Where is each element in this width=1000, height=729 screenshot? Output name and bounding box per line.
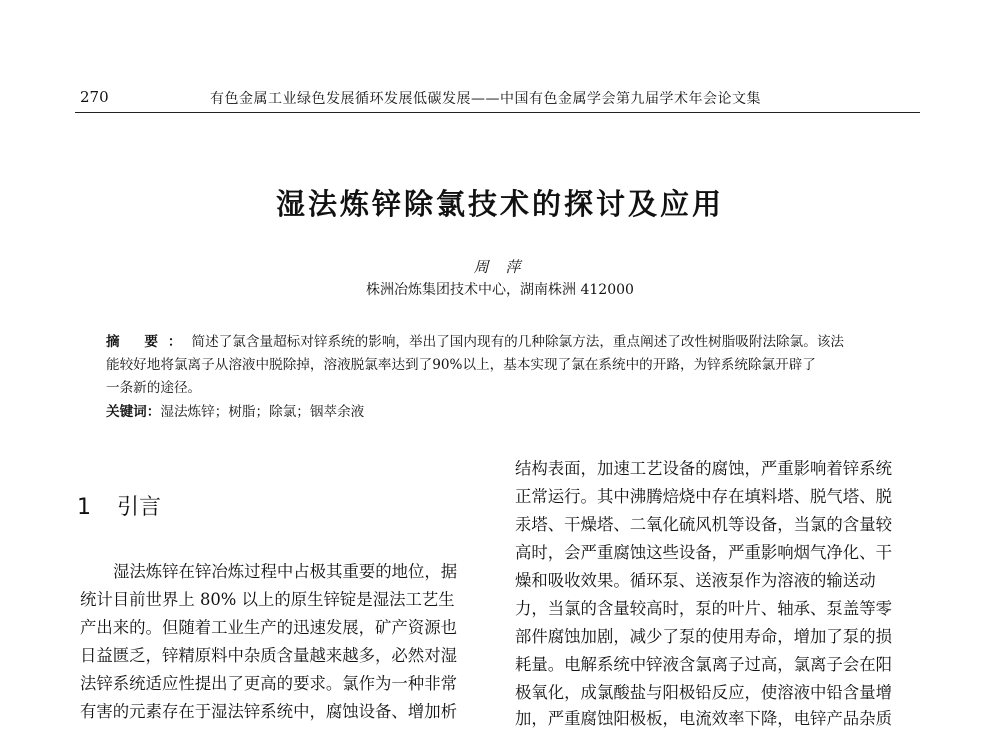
body-line: 部件腐蚀加剧，减少了泵的使用寿命，增加了泵的损 (515, 627, 892, 646)
body-line: 极氧化，成氯酸盐与阳极铅反应，使溶液中铅含量增 (515, 683, 892, 702)
author-name: 周 萍 (473, 258, 527, 276)
body-line: 燥和吸收效果。循环泵、送液泵作为溶液的输送动 (515, 571, 876, 590)
section-title: 引言 (117, 495, 162, 520)
section-heading (77, 490, 161, 521)
body-line: 汞塔、干燥塔、二氧化硫风机等设备，当氯的含量较 (515, 515, 892, 534)
body-line: 法锌系统适应性提出了更高的要求。氯作为一种非常 (80, 674, 457, 693)
abstract-text: 简述了氯含量超标对锌系统的影响，举出了国内现有的几种除氯方法，重点阐述了改性树脂吸附法除氯。该法 (191, 334, 845, 350)
body-line: 高时，会严重腐蚀这些设备，严重影响烟气净化、干 (515, 543, 892, 562)
body-line: 力，当氯的含量较高时，泵的叶片、轴承、泵盖等零 (515, 599, 892, 618)
abstract-label: 摘 要： (106, 334, 192, 350)
running-title: 有色金属工业绿色发展循环发展低碳发展——中国有色金属学会第九届学术年会论文集 (210, 91, 761, 107)
body-line: 产出来的。但随着工业生产的迅速发展，矿产资源也 (80, 618, 457, 637)
author-affiliation: 株洲冶炼集团技术中心，湖南株洲 412000 (366, 282, 634, 298)
keywords-label: 关键词： (106, 404, 161, 420)
body-line: 加，严重腐蚀阳极板，电流效率下降，电锌产品杂质 (515, 709, 892, 728)
body-line: 湿法炼锌在锌冶炼过程中占极其重要的地位，据 (113, 562, 458, 581)
body-line: 统计目前世界上 80% 以上的原生锌锭是湿法工艺生 (80, 590, 455, 609)
body-line: 日益匮乏，锌精原料中杂质含量越来越多，必然对湿 (80, 646, 457, 665)
paper-title: 湿法炼锌除氯技术的探讨及应用 (275, 187, 724, 221)
body-line: 正常运行。其中沸腾焙烧中存在填料塔、脱气塔、脱 (515, 487, 892, 506)
page-number: 270 (80, 88, 109, 106)
keywords-line (106, 400, 364, 420)
abstract-line: 能较好地将氯离子从溶液中脱除掉，溶液脱氯率达到了90%以上，基本实现了氯在系统中的开路，为锌系统除氯开辟了 (106, 357, 816, 373)
header-rule (75, 112, 920, 113)
body-line: 结构表面，加速工艺设备的腐蚀，严重影响着锌系统 (515, 459, 892, 478)
body-line: 耗量。电解系统中锌液含氯离子过高，氯离子会在阳 (515, 655, 892, 674)
abstract-line (106, 330, 844, 350)
keywords-text: 湿法炼锌；树脂；除氯；铟萃余液 (160, 404, 365, 420)
body-line: 有害的元素存在于湿法锌系统中，腐蚀设备、增加析 (80, 702, 457, 721)
section-number: 1 (77, 495, 91, 520)
abstract-line: 一条新的途径。 (106, 380, 202, 396)
